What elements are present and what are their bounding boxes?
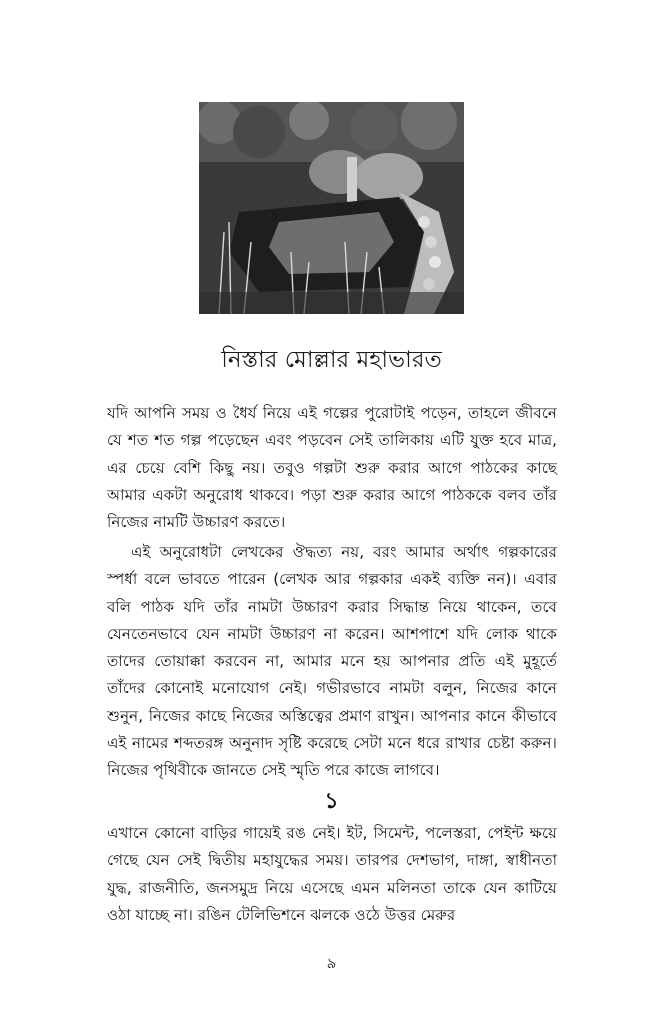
pond-garden-svg [199, 102, 464, 314]
pond-garden-illustration [199, 102, 464, 314]
section-paragraph-1: এখানে কোনো বাড়ির গায়েই রঙ নেই। ইট, সিমেন্ট, পলেস্তরা, পেইন্ট ক্ষয়ে গেছে যেন সেই দ্বিতীয় মহাযুদ্ধের সময়। তারপর দেশভাগ, দাঙ্গা, স্বাধীনতা যুদ্ধ, রাজনীতি, জনসমুদ্র নিয়ে এসেছে এমন মলিনতা তাকে যেন কাটিয়ে ওঠা যাচ্ছে না। রঙিন টেলিভিশনে ঝলকে ওঠে উত্তর মেরুর [107, 824, 557, 924]
intro-paragraph-1: যদি আপনি সময় ও ধৈর্য নিয়ে এই গল্পের পুরোটাই পড়েন, তাহলে জীবনে যে শত শত গল্প পড়েছেন এবং পড়বেন সেই তালিকায় এটি যুক্ত হবে মাত্র, এর চেয়ে বেশি কিছু নয়। তবুও গল্পটা শুরু করার আগে পাঠকের কাছে আমার একটা অনুরোধ থাকবে। পড়া শুরু করার আগে পাঠককে বলব তাঁর নিজের নামটি উচ্চারণ করতে। [107, 404, 557, 532]
section-number: ১ [324, 789, 339, 814]
page-number: ৯ [326, 954, 337, 972]
story-title: নিস্তার মোল্লার মহাভারত [221, 347, 442, 373]
intro-paragraph-2: এই অনুরোধটা লেখকের ঔদ্ধত্য নয়, বরং আমার অর্থাৎ গল্পকারের স্পর্ধা বলে ভাবতে পারেন (লেখক আর গল্পকার একই ব্যক্তি নন)। এবার বলি পাঠক যদি তাঁর নামটা উচ্চারণ করার সিদ্ধান্ত নিয়ে থাকেন, তবে যেনতেনভাবে যেন নামটা উচ্চারণ না করেন। আশপাশে যদি লোক থাকে তাদের তোয়াক্কা করবেন না, আমার মনে হয় আপনার প্রতি এই মুহূর্তে তাঁদের কোনোই মনোযোগ নেই। গভীরভাবে নামটা বলুন, নিজের কানে শুনুন, নিজের কাছে নিজের অস্তিত্বের প্রমাণ রাখুন। আপনার কানে কীভাবে এই নামের শব্দতরঙ্গ অনুনাদ সৃষ্টি করেছে সেটা মনে ধরে রাখার চেষ্টা করুন। নিজের পৃথিবীকে জানতে সেই স্মৃতি পরে কাজে লাগবে। [107, 543, 557, 780]
